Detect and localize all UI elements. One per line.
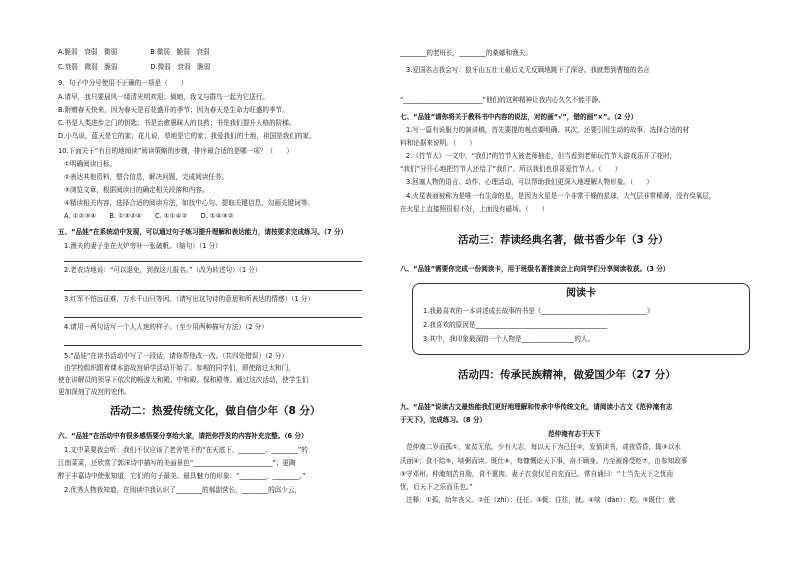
left-column bbox=[58, 0, 368, 562]
section-9-heading-line-2: 于天下》，完成练习。（8 分） bbox=[400, 416, 487, 424]
r-line-1: ________的老班长，________的桑娜和渔夫。 bbox=[400, 49, 532, 57]
section-9-heading-line-1: 九、“品娃”说读古文最热能我们更好地理解和传承中华传统文化，请阅读小古文《范仲淹有志 bbox=[400, 403, 673, 411]
section-5-heading: 五、“品娃”在系统动中发现，可以通过句子练习提升理解和表达能力，请按要求完成练习。（7 分） bbox=[58, 228, 348, 236]
s7-item-2-line-1: 2.《竹节人》一文中，“我们”的竹节人被老师抽走，但当看到老师玩竹节人游戏乐开了花时， bbox=[406, 152, 677, 160]
s7-item-2-line-2: “我们”分开心地把竹节人还给了“我们”。所以我们也很喜爱竹节人。（ ） bbox=[400, 165, 622, 173]
q10-step-3: ③浏览文章，根据阅读目的确定相关段落和内容。 bbox=[64, 186, 209, 194]
q8-options-cd: C.衰弱 微弱 脆弱 D.微弱 衰弱 脆弱 bbox=[58, 63, 211, 71]
reading-card bbox=[412, 283, 750, 355]
section-8-heading: 八、“品娃”需要你完成一份阅读卡，用于班级名著推读会上向同学们分享阅读收获。（3 分） bbox=[400, 265, 670, 273]
s6-item-1-line-3: 醉于丰嘉诗中使张知道，它们的句子最美、最具魅力的形象：“________，________。” bbox=[58, 472, 306, 480]
passage-line-2: 沃面④；食不给⑤，啖粥而读。既仕⑥，每慷慨论天下事，奋不顾身。乃至被谗受贬⑦，由参知政事 bbox=[400, 457, 688, 465]
section-6-heading: 六、“品娃”在活动中有很多感悟要分享给大家，请把你抒发的内容补充完整。（6 分） bbox=[58, 432, 308, 440]
answer-line[interactable] bbox=[64, 345, 362, 346]
s7-item-1-line-2: 料和论据来说明。（ ） bbox=[400, 139, 476, 147]
reading-card-item-2[interactable]: 2.我喜欢的原因是________________________________________ bbox=[423, 321, 608, 329]
s6-item-1-line-2: 江南菜菜，还欣赏了郭沫诗中描写的美丽景色“________________________”；更陶 bbox=[58, 459, 296, 467]
passage-title: 范仲淹有志于天下 bbox=[548, 430, 601, 438]
section-7-heading: 七、“品娃”请你将关于教科书中内容的说法，对的画“√”，错的画“×”。（2 分） bbox=[400, 113, 638, 121]
passage-notes: 注释：①孤，幼年丧父。②任（zhí）：任任。③辄：往往，就。④啖（dàn）：吃。⑤既仕：就 bbox=[406, 496, 676, 504]
r-item-3-answer: “________________________”他们的这种精神让我内心久久不能平静。 bbox=[400, 96, 605, 104]
s5-item-2: 2.老农诗地说：“可以退免，到我这儿报名。”（改为转述句）（1 分） bbox=[64, 266, 262, 274]
reading-card-title: 阅读卡 bbox=[566, 288, 596, 299]
q10-step-4: ④精读相关内容，选择合适的阅读方法，如找中心句、提取关键信息、勾画关键词等。 bbox=[64, 199, 314, 207]
q9-option-c: C.书是人类进步之门的钥匙；书是治愈愚昧人的良药；书是我们提升人格的阶梯。 bbox=[58, 119, 296, 127]
q9-option-d: D.小鸟说，蓝天是它的家；花儿说，草地是它的家；我爱我们的土地，祖国是我们的家。 bbox=[58, 132, 316, 140]
s5-paragraph-line-3: 更加深刻了故宫的宏伟。 bbox=[58, 388, 131, 396]
q8-options-ab: A.脆弱 衰弱 微弱 B.微弱 脆弱 衰弱 bbox=[58, 48, 210, 56]
answer-line[interactable] bbox=[64, 290, 362, 291]
s7-item-3: 3.回塞人物的语言、动作、心理活动，可以帮助我们更深入地理解人物形象。（ ） bbox=[406, 178, 653, 186]
passage-line-1: 范仲淹二岁而孤①，家贫无依。少有大志，每以天下为己任②，发愤读书，或夜昏昏，辄③以水 bbox=[406, 443, 681, 451]
q9-option-b: B.附赠春天快来，因为春天是百花盛开的季节；因为春天是生命力旺盛的季节。 bbox=[58, 106, 289, 114]
s7-item-4-line-1: 4.火星表面被称为是唯一有生命的星，是因为火星是一个非常干燥的星球，大气层非常稀薄，没有臭氧层， bbox=[406, 192, 716, 200]
right-column bbox=[400, 0, 752, 562]
activity-2-heading: 活动二：热爱传统文化，做自信少年（8 分） bbox=[110, 405, 321, 417]
answer-line[interactable] bbox=[64, 317, 362, 318]
s5-item-4: 4.请用一两句话写一个人人迷的样子。（至少用两种描写方法）（2 分） bbox=[64, 323, 268, 331]
activity-4-heading: 活动四：传承民族精神，做爱国少年（27 分） bbox=[458, 369, 676, 381]
s5-paragraph-line-1: 由学校组织跟着课本游故宫研学活动开始了。参观的同学们，即使路过太和门， bbox=[64, 364, 295, 372]
q10-step-2: ②表达其他资料，整合信息，解决问题，完成阅读任务。 bbox=[64, 173, 229, 181]
s5-item-5: 5.“品娃”在读书活动中写了一段话，请你帮他改一改。（共四处错误）（2 分） bbox=[64, 352, 288, 360]
passage-line-3: ③守邓州。仲淹刻苦自励，食不重肉，妻子衣食仅足自充而已。常自诵曰：“士当先天下之忧而 bbox=[400, 470, 674, 478]
s6-item-2: 2.优秀人物我知道，在阅读中我认识了________的郝副营长，________的邱少云， bbox=[64, 486, 302, 494]
q9-question: 9．句子中分号使用不正确的一项是（ ） bbox=[58, 79, 188, 87]
s5-paragraph-line-2: 使在讲解员的领导下依次的畅游大和殿、中和殿、保和殿等。通过这次活动，使学生们 bbox=[58, 376, 309, 384]
q9-option-a: A.请早，我只要晨风一缕清光明欢迎；倘她，我又与群鸟一起为它送行。 bbox=[58, 93, 269, 101]
s5-item-1: 1.渔夫的妻子坐在火炉旁补一张破帆。（缩句）（1 分） bbox=[64, 242, 222, 250]
reading-card-item-3[interactable]: 3.其中，我印象最深的一个人物是________________的人。 bbox=[423, 335, 595, 343]
answer-line[interactable] bbox=[64, 261, 362, 262]
activity-3-heading: 活动三：荐读经典名著，做书香少年（3 分） bbox=[458, 234, 669, 246]
s6-item-1-line-1: 1.文中菜要我会听：我们不仅应该了老舍笔下的“在天底下，________、________”的 bbox=[64, 446, 308, 454]
passage-line-4: 忧，后天下之乐而乐也。” bbox=[400, 483, 473, 491]
q10-step-1: ①明确阅读目标。 bbox=[64, 160, 117, 168]
q10-options: A. ①②③④ B. ①③②④ C. ①①④② D. ①④③② bbox=[64, 212, 234, 220]
s7-item-4-line-2: 在火星上直接照很很不好，上面没有磁场。（ ） bbox=[400, 205, 549, 213]
q10-question: 10.下面关于“有目的地阅读”阅读策略的步骤，排序最合适的是哪一项？（ ） bbox=[58, 147, 293, 155]
s5-item-3: 3.红军不怕远征难，万水千山只等闲。（请写出这句诗的意思和所表达的情感）（1 分） bbox=[64, 295, 314, 303]
r-item-3: 3.爱国名言我会写：狼牙山五壮士最后义无反顾地跳下了深谷。我就想到曹植的名言 bbox=[406, 66, 650, 74]
s7-item-1-line-1: 1.写一篇有说服力的演讲稿，首先要提的观点要明确，其次，还要引用生动的故事，选择合适的材 bbox=[406, 126, 690, 134]
reading-card-item-1[interactable]: 1.我最喜欢的一本讲述成长故事的书是《________________________________》 bbox=[423, 307, 654, 315]
